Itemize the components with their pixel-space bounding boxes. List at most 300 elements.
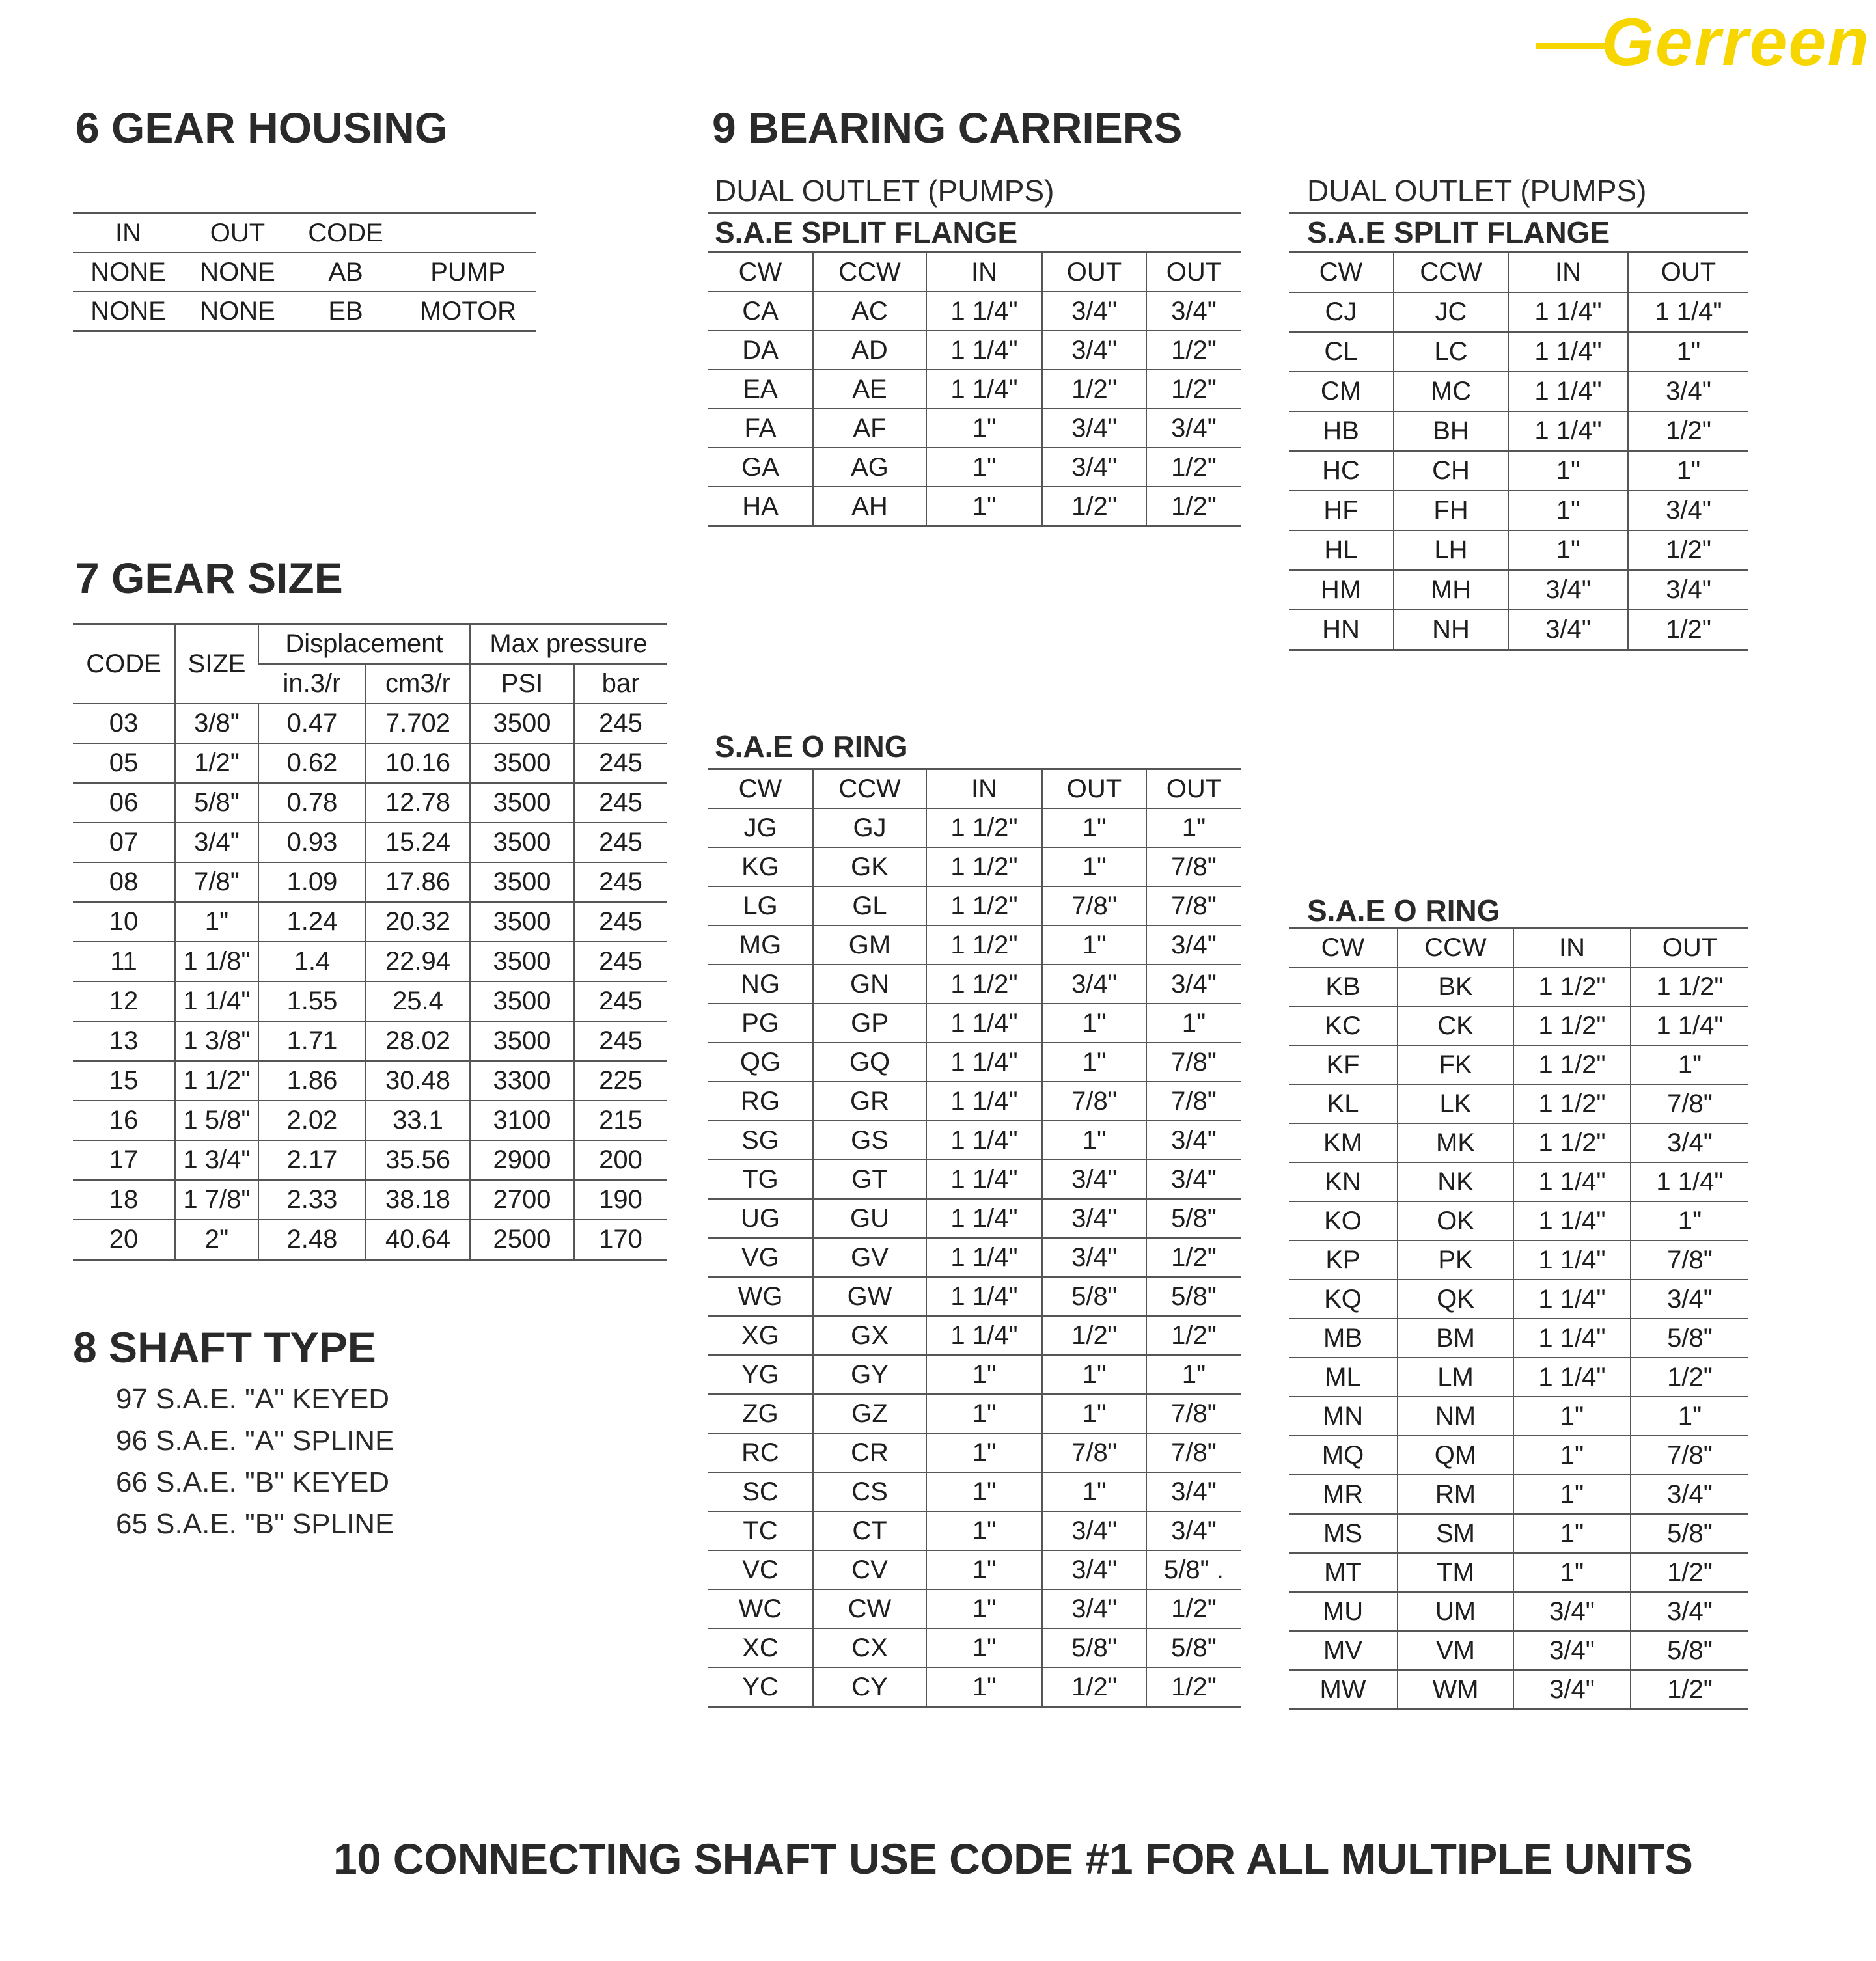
table-row (1289, 292, 1748, 332)
cell: 3500 (470, 981, 574, 1021)
table-row (73, 1140, 667, 1180)
table-row (1289, 1436, 1748, 1475)
cell: 1.55 (258, 981, 366, 1021)
cell: 3/4" (1042, 292, 1146, 331)
table-row (73, 823, 667, 862)
cell: AF (813, 409, 926, 448)
cell: 3500 (470, 902, 574, 942)
cell: 1" (926, 409, 1042, 448)
cell: 30.48 (366, 1061, 470, 1101)
cell: 10.16 (366, 743, 470, 783)
cell: 190 (574, 1180, 667, 1220)
cell: MB (1289, 1319, 1398, 1358)
cell: 3/4" (1508, 610, 1628, 650)
cell: FK (1398, 1045, 1513, 1084)
cell: BH (1394, 411, 1508, 451)
cell: 1 1/4" (1513, 1241, 1631, 1280)
cell: 3/4" (1513, 1592, 1631, 1631)
cell: 245 (574, 743, 667, 783)
cell: 225 (574, 1061, 667, 1101)
cell: 3/4" (1042, 1160, 1146, 1199)
cell: 1/2" (1628, 411, 1748, 451)
table-header-row (73, 624, 667, 665)
cell: NONE (184, 253, 292, 292)
cell: 3500 (470, 862, 574, 902)
cell: TG (708, 1160, 813, 1199)
cell: 5/8" . (1146, 1550, 1241, 1589)
cell: 1 1/4" (1508, 332, 1628, 372)
table-row (708, 1394, 1241, 1433)
cell: CS (813, 1472, 926, 1511)
cell: 3/4" (1631, 1475, 1748, 1514)
cell: 1/2" (1146, 448, 1241, 487)
table-row (1289, 1397, 1748, 1436)
cell: FA (708, 409, 813, 448)
cell: KO (1289, 1201, 1398, 1241)
cell: MS (1289, 1514, 1398, 1553)
cell: 1.24 (258, 902, 366, 942)
cell: GV (813, 1238, 926, 1277)
cell: TM (1398, 1553, 1513, 1592)
cell: 3500 (470, 942, 574, 981)
cell: 1 1/4" (1513, 1319, 1631, 1358)
cell: MC (1394, 372, 1508, 411)
cell: LG (708, 886, 813, 926)
cell: UG (708, 1199, 813, 1238)
cell: 245 (574, 823, 667, 862)
cell: 245 (574, 1021, 667, 1061)
cell: 3500 (470, 743, 574, 783)
cell: CL (1289, 332, 1394, 372)
cell: 1/2" (1042, 1667, 1146, 1707)
cell: 38.18 (366, 1180, 470, 1220)
cell: 1 3/4" (175, 1140, 258, 1180)
cell: 0.78 (258, 783, 366, 823)
cell: 3/4" (1146, 292, 1241, 331)
cell: 1" (926, 487, 1042, 527)
cell: 18 (73, 1180, 175, 1220)
table-row (1289, 451, 1748, 491)
cell: KN (1289, 1162, 1398, 1201)
table-row (708, 1433, 1241, 1472)
cell: GT (813, 1160, 926, 1199)
col-header: OUT (1042, 769, 1146, 809)
cell: AC (813, 292, 926, 331)
cell: EA (708, 370, 813, 409)
cell: 08 (73, 862, 175, 902)
cell: CK (1398, 1006, 1513, 1045)
table-row (708, 1004, 1241, 1043)
cell: 1" (926, 1511, 1042, 1550)
cell: 3/4" (1146, 1160, 1241, 1199)
cell: 1 1/4" (926, 1121, 1042, 1160)
cell: GZ (813, 1394, 926, 1433)
cell: 1" (1146, 1355, 1241, 1394)
cell: KP (1289, 1241, 1398, 1280)
cell: 3/4" (1042, 1589, 1146, 1628)
cell: 0.62 (258, 743, 366, 783)
cell: 7/8" (1146, 1433, 1241, 1472)
dual-outlet-label-right: DUAL OUTLET (PUMPS) (1307, 174, 1647, 208)
cell: 1" (1513, 1397, 1631, 1436)
cell: 3500 (470, 704, 574, 743)
cell: 3/4" (1513, 1670, 1631, 1710)
cell: 1 1/4" (175, 981, 258, 1021)
table-row (1289, 491, 1748, 530)
cell: 3/4" (1042, 1511, 1146, 1550)
table-row (708, 886, 1241, 926)
cell: 1" (1628, 451, 1748, 491)
cell: PG (708, 1004, 813, 1043)
cell: MV (1289, 1631, 1398, 1670)
cell: VC (708, 1550, 813, 1589)
table-row (1289, 1514, 1748, 1553)
cell: 1" (1628, 332, 1748, 372)
cell: GW (813, 1277, 926, 1316)
cell: 11 (73, 942, 175, 981)
cell: 1.71 (258, 1021, 366, 1061)
cell: 1/2" (1631, 1670, 1748, 1710)
cell: 1 1/2" (1513, 1123, 1631, 1162)
cell: 1" (1042, 1394, 1146, 1433)
table-row (1289, 1006, 1748, 1045)
cell: 2.48 (258, 1220, 366, 1260)
cell: 3/4" (1146, 965, 1241, 1004)
col-header: CW (1289, 253, 1394, 293)
cell: 1" (1508, 530, 1628, 570)
table-row (73, 902, 667, 942)
connecting-shaft-title: 10 CONNECTING SHAFT USE CODE #1 FOR ALL MULTIPLE UNITS (333, 1835, 1693, 1883)
cell: NONE (73, 253, 184, 292)
cell: YG (708, 1355, 813, 1394)
o-ring-table-right (1289, 927, 1748, 1710)
cell: 1 1/4" (926, 1004, 1042, 1043)
table-row (1289, 1084, 1748, 1123)
cell: CX (813, 1628, 926, 1667)
cell: HM (1289, 570, 1394, 610)
cell: 3/4" (1042, 1238, 1146, 1277)
cell: 3/8" (175, 704, 258, 743)
cell: 3/4" (1628, 570, 1748, 610)
cell: 3/4" (1042, 1199, 1146, 1238)
cell: 3/4" (1146, 1511, 1241, 1550)
col-header: IN (1508, 253, 1628, 293)
cell: 3300 (470, 1061, 574, 1101)
table-row (708, 1316, 1241, 1355)
col-header-displacement: Displacement (258, 624, 470, 665)
col-header-size: SIZE (175, 624, 258, 704)
cell: 2" (175, 1220, 258, 1260)
cell: MQ (1289, 1436, 1398, 1475)
table-row (708, 1043, 1241, 1082)
table-header-row (708, 253, 1241, 292)
cell: 245 (574, 981, 667, 1021)
cell: 1 7/8" (175, 1180, 258, 1220)
cell: 1/2" (1631, 1358, 1748, 1397)
table-row (1289, 530, 1748, 570)
col-header: IN (1513, 928, 1631, 968)
cell: 15 (73, 1061, 175, 1101)
table-row (708, 1550, 1241, 1589)
cell: 1/2" (1042, 1316, 1146, 1355)
o-ring-table-left (708, 768, 1241, 1708)
table-row (1289, 1045, 1748, 1084)
cell: 1" (1513, 1514, 1631, 1553)
cell: GU (813, 1199, 926, 1238)
cell: ML (1289, 1358, 1398, 1397)
cell: 3/4" (1146, 1472, 1241, 1511)
cell: 7/8" (1631, 1436, 1748, 1475)
cell: 1" (1508, 451, 1628, 491)
cell: GA (708, 448, 813, 487)
table-row (1289, 610, 1748, 650)
cell: SC (708, 1472, 813, 1511)
cell: 5/8" (1631, 1631, 1748, 1670)
table-row (708, 808, 1241, 847)
cell: MW (1289, 1670, 1398, 1710)
cell: 1" (1042, 1472, 1146, 1511)
table-row (73, 981, 667, 1021)
cell: 245 (574, 704, 667, 743)
cell: QM (1398, 1436, 1513, 1475)
table-row (73, 1180, 667, 1220)
list-item: 65 S.A.E. "B" SPLINE (116, 1508, 394, 1540)
cell: 1 1/4" (1513, 1201, 1631, 1241)
cell: 3/4" (1513, 1631, 1631, 1670)
cell: HN (1289, 610, 1394, 650)
cell: MOTOR (419, 296, 517, 325)
cell: 5/8" (175, 783, 258, 823)
table-row (708, 487, 1241, 527)
cell: 1/2" (1146, 1589, 1241, 1628)
cell: MT (1289, 1553, 1398, 1592)
cell: CT (813, 1511, 926, 1550)
table-row (708, 1121, 1241, 1160)
cell: 3/4" (1628, 372, 1748, 411)
cell: 7/8" (1146, 1043, 1241, 1082)
cell: AH (813, 487, 926, 527)
cell: GK (813, 847, 926, 886)
cell: 40.64 (366, 1220, 470, 1260)
table-row (708, 847, 1241, 886)
col-header: CW (1289, 928, 1398, 968)
cell: UM (1398, 1592, 1513, 1631)
col-header: CCW (813, 769, 926, 809)
col-header: CW (708, 253, 813, 292)
col-header: OUT (1042, 253, 1146, 292)
cell: 3/4" (1631, 1592, 1748, 1631)
cell: NK (1398, 1162, 1513, 1201)
cell: 1 1/4" (926, 331, 1042, 370)
cell: 3/4" (1146, 926, 1241, 965)
cell: 1 1/4" (926, 292, 1042, 331)
cell: 1" (1042, 1121, 1146, 1160)
list-item: 96 S.A.E. "A" SPLINE (116, 1425, 394, 1457)
cell: 07 (73, 823, 175, 862)
table-row (1289, 967, 1748, 1006)
split-flange-label-left: S.A.E SPLIT FLANGE (715, 215, 1018, 249)
cell: WM (1398, 1670, 1513, 1710)
cell: 1 1/2" (1513, 1084, 1631, 1123)
cell: 1 1/2" (175, 1061, 258, 1101)
divider (1289, 212, 1748, 214)
cell: GX (813, 1316, 926, 1355)
cell: 5/8" (1042, 1628, 1146, 1667)
cell: 20 (73, 1220, 175, 1260)
cell: RG (708, 1082, 813, 1121)
cell: 1 1/4" (1631, 1162, 1748, 1201)
cell: 1.86 (258, 1061, 366, 1101)
cell: 22.94 (366, 942, 470, 981)
cell: 03 (73, 704, 175, 743)
cell: 1" (1146, 808, 1241, 847)
cell: VG (708, 1238, 813, 1277)
cell: 2.17 (258, 1140, 366, 1180)
list-item: 97 S.A.E. "A" KEYED (116, 1383, 390, 1415)
cell: 5/8" (1146, 1628, 1241, 1667)
table-row (73, 292, 536, 331)
cell: 06 (73, 783, 175, 823)
cell: 1 1/4" (926, 1199, 1042, 1238)
table-row (73, 862, 667, 902)
cell: GM (813, 926, 926, 965)
cell: 245 (574, 942, 667, 981)
cell: CJ (1289, 292, 1394, 332)
cell: 1" (926, 448, 1042, 487)
col-header-in3: in.3/r (258, 664, 366, 704)
table-row (1289, 1631, 1748, 1670)
cell: 245 (574, 783, 667, 823)
table-row (708, 1472, 1241, 1511)
cell: 1 1/4" (926, 1082, 1042, 1121)
cell: 2900 (470, 1140, 574, 1180)
cell: CM (1289, 372, 1394, 411)
table-row (73, 783, 667, 823)
col-header: OUT (1146, 253, 1241, 292)
cell: 1 1/2" (1631, 967, 1748, 1006)
cell: 1/2" (1628, 610, 1748, 650)
table-row (1289, 1553, 1748, 1592)
cell: QG (708, 1043, 813, 1082)
cell: 1" (926, 1472, 1042, 1511)
cell: HL (1289, 530, 1394, 570)
table-row (73, 1061, 667, 1101)
cell: 15.24 (366, 823, 470, 862)
cell: 7/8" (1146, 847, 1241, 886)
col-header: CCW (1398, 928, 1513, 968)
table-row (708, 926, 1241, 965)
table-row (73, 743, 667, 783)
cell: 1.4 (258, 942, 366, 981)
dual-outlet-label-left: DUAL OUTLET (PUMPS) (715, 174, 1055, 208)
gear-size-table (73, 623, 667, 1261)
cell: XG (708, 1316, 813, 1355)
table-row (1289, 1123, 1748, 1162)
cell: LC (1394, 332, 1508, 372)
col-header: OUT (1631, 928, 1748, 968)
shaft-type-list (116, 1378, 394, 1545)
col-header-code: CODE (292, 213, 400, 253)
cell: GL (813, 886, 926, 926)
table-header-row (1289, 253, 1748, 293)
cell: KQ (1289, 1280, 1398, 1319)
cell: ZG (708, 1394, 813, 1433)
cell: 1/2" (1146, 1238, 1241, 1277)
table-row (1289, 1241, 1748, 1280)
cell: AB (292, 253, 400, 292)
cell: 2700 (470, 1180, 574, 1220)
cell: 1 1/4" (926, 1316, 1042, 1355)
cell: 28.02 (366, 1021, 470, 1061)
cell: 3/4" (1042, 1550, 1146, 1589)
cell: 1" (1631, 1201, 1748, 1241)
cell: 1" (1631, 1045, 1748, 1084)
cell: 1 1/2" (1513, 1006, 1631, 1045)
cell: 1/2" (1042, 370, 1146, 409)
cell: 1" (926, 1589, 1042, 1628)
cell: 7.702 (366, 704, 470, 743)
cell: 1" (1042, 847, 1146, 886)
table-row (73, 1220, 667, 1260)
cell: FH (1394, 491, 1508, 530)
cell: 16 (73, 1101, 175, 1140)
table-row (73, 1021, 667, 1061)
cell: 1" (926, 1433, 1042, 1472)
cell: 1 1/2" (1513, 967, 1631, 1006)
cell: NM (1398, 1397, 1513, 1436)
table-row (708, 1160, 1241, 1199)
cell: 170 (574, 1220, 667, 1260)
shaft-type-title: 8 SHAFT TYPE (73, 1323, 376, 1371)
table-row (73, 1101, 667, 1140)
cell: OK (1398, 1201, 1513, 1241)
cell: 7/8" (1146, 1394, 1241, 1433)
cell: 1 3/8" (175, 1021, 258, 1061)
table-header-row (73, 213, 536, 253)
cell: GN (813, 965, 926, 1004)
cell: HB (1289, 411, 1394, 451)
cell: 1" (175, 902, 258, 942)
cell: 1" (1513, 1553, 1631, 1592)
cell: KC (1289, 1006, 1398, 1045)
cell: 1" (926, 1394, 1042, 1433)
cell: MH (1394, 570, 1508, 610)
cell: 1 1/4" (1513, 1280, 1631, 1319)
cell: MR (1289, 1475, 1398, 1514)
cell: 1/2" (1146, 487, 1241, 527)
cell: WG (708, 1277, 813, 1316)
cell: LM (1398, 1358, 1513, 1397)
cell: 3/4" (1631, 1123, 1748, 1162)
o-ring-label-left: S.A.E O RING (715, 730, 908, 763)
cell: AD (813, 331, 926, 370)
table-row (1289, 1162, 1748, 1201)
cell: GS (813, 1121, 926, 1160)
cell: 3500 (470, 783, 574, 823)
cell: RM (1398, 1475, 1513, 1514)
cell: 0.47 (258, 704, 366, 743)
cell: 3/4" (175, 823, 258, 862)
cell: 35.56 (366, 1140, 470, 1180)
cell: 3/4" (1042, 409, 1146, 448)
cell: 20.32 (366, 902, 470, 942)
cell: 5/8" (1146, 1199, 1241, 1238)
cell: 1 1/4" (1628, 292, 1748, 332)
col-header: IN (926, 253, 1042, 292)
cell: 3/4" (1146, 1121, 1241, 1160)
cell: 1" (1513, 1436, 1631, 1475)
cell: 1" (1042, 808, 1146, 847)
